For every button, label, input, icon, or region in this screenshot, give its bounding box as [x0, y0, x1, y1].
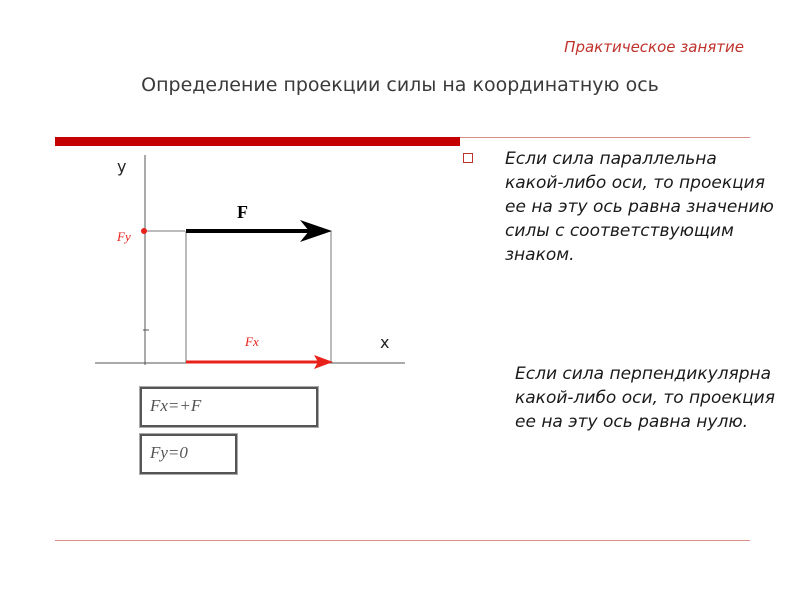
subtitle: Практическое занятие [564, 38, 744, 56]
force-label: F [237, 202, 248, 222]
bullet-square-icon [463, 153, 473, 163]
thin-divider-bottom [55, 540, 750, 541]
page-title: Определение проекции силы на координатную ось [141, 74, 659, 96]
formula-fy: Fy=0 [140, 434, 237, 474]
proj-y-label: Fy [117, 229, 131, 244]
projection-y-point [141, 228, 147, 234]
formula-fx: Fx=+F [140, 387, 318, 427]
axis-y-label: y [117, 157, 127, 176]
axis-x-label: x [380, 333, 390, 352]
bullet-2-text: Если сила перпендикулярна какой-либо оси, то проекция ее на эту ось равна нулю. [515, 364, 775, 432]
proj-x-label: Fx [245, 334, 259, 349]
bullet-1-text: Если сила параллельна какой-либо оси, то проекция ее на эту ось равна значению силы с соответствующим знаком. [505, 149, 774, 265]
